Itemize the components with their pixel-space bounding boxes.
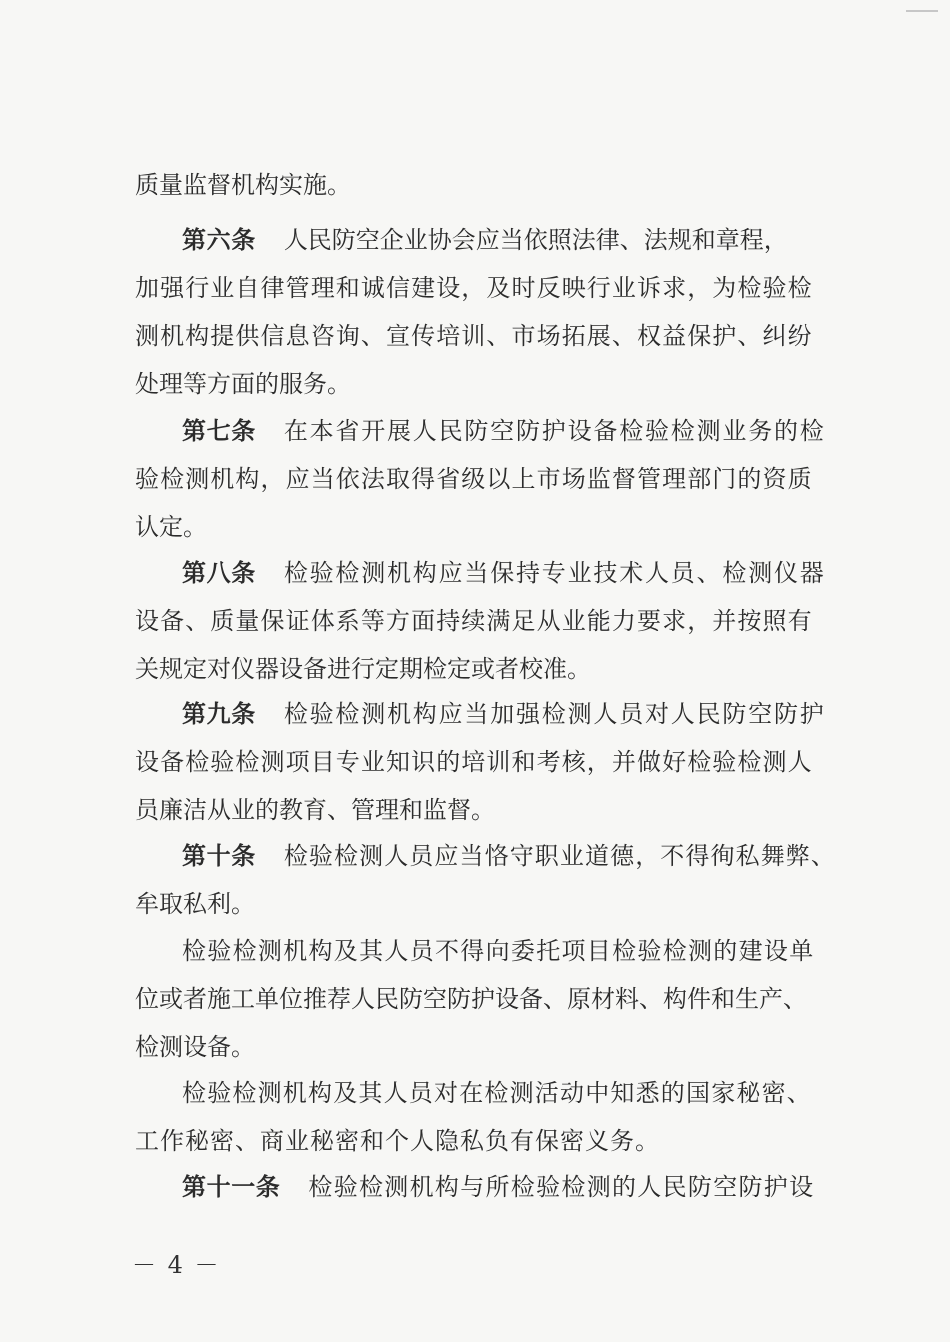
line-9: 认定。 bbox=[135, 513, 207, 541]
line-12: 设备、质量保证体系等方面持续满足从业能力要求，并按照有 bbox=[135, 607, 813, 635]
line-25: 工作秘密、商业秘密和个人隐私负有保密义务。 bbox=[135, 1127, 660, 1155]
line-1: 质量监督机构实施。 bbox=[135, 171, 351, 199]
article-9-text: 检验检测机构应当加强检测人员对人民防空防护 bbox=[283, 700, 826, 728]
article-8-label: 第八条 bbox=[182, 559, 256, 587]
article-8-text: 检验检测机构应当保持专业技术人员、检测仪器 bbox=[283, 559, 826, 587]
line-5: 处理等方面的服务。 bbox=[135, 370, 351, 398]
article-9-label: 第九条 bbox=[182, 700, 256, 728]
line-4: 测机构提供信息咨询、宣传培训、市场拓展、权益保护、纠纷 bbox=[135, 322, 813, 350]
line-16: 设备检验检测项目专业知识的培训和考核，并做好检验检测人 bbox=[135, 748, 813, 776]
line-20: 牟取私利。 bbox=[135, 890, 255, 918]
line-17: 员廉洁从业的教育、管理和监督。 bbox=[135, 796, 495, 824]
scan-corner-mark bbox=[906, 10, 938, 12]
article-7-text: 在本省开展人民防空防护设备检验检测业务的检 bbox=[283, 417, 826, 445]
article-10-heading-line bbox=[182, 836, 836, 876]
line-24: 检验检测机构及其人员对在检测活动中知悉的国家秘密、 bbox=[182, 1079, 812, 1107]
article-6-label: 第六条 bbox=[182, 226, 256, 254]
line-22: 位或者施工单位推荐人民防空防护设备、原材料、构件和生产、 bbox=[135, 985, 807, 1013]
article-6-text: 人民防空企业协会应当依照法律、法规和章程， bbox=[283, 226, 788, 254]
line-23: 检测设备。 bbox=[135, 1033, 255, 1061]
line-3: 加强行业自律管理和诚信建设，及时反映行业诉求，为检验检 bbox=[135, 274, 813, 302]
article-10-text: 检验检测人员应当恪守职业道德，不得徇私舞弊、 bbox=[283, 842, 837, 870]
article-8-heading-line bbox=[182, 553, 826, 593]
line-21: 检验检测机构及其人员不得向委托项目检验检测的建设单 bbox=[182, 937, 815, 965]
article-7-label: 第七条 bbox=[182, 417, 256, 445]
page-number: － 4 － bbox=[132, 1251, 221, 1279]
article-7-heading-line bbox=[182, 411, 826, 451]
line-13: 关规定对仪器设备进行定期检定或者校准。 bbox=[135, 655, 591, 683]
article-11-text: 检验检测机构与所检验检测的人民防空防护设 bbox=[308, 1173, 815, 1201]
article-11-label: 第十一条 bbox=[182, 1173, 281, 1201]
article-11-heading-line bbox=[182, 1167, 814, 1207]
article-6-heading-line bbox=[182, 220, 825, 260]
line-8: 验检测机构，应当依法取得省级以上市场监督管理部门的资质 bbox=[135, 465, 813, 493]
article-9-heading-line bbox=[182, 694, 826, 734]
article-10-label: 第十条 bbox=[182, 842, 256, 870]
